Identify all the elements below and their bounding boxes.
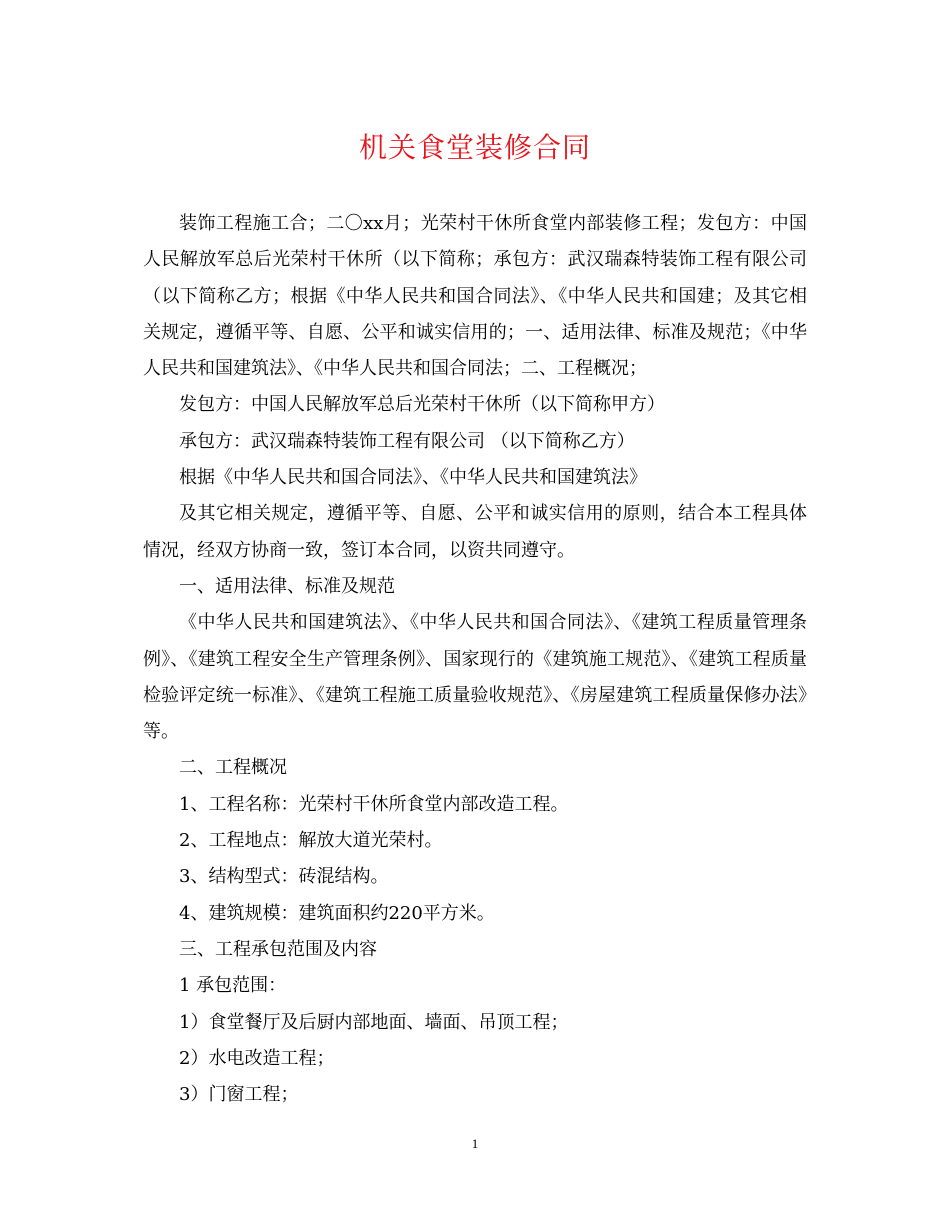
section-heading-laws: 一、适用法律、标准及规范: [179, 575, 395, 597]
section-heading-scope: 三、工程承包范围及内容: [179, 938, 377, 960]
paragraph-principles: 及其它相关规定，遵循平等、自愿、公平和诚实信用的原则，结合本工程具体情况，经双方协商一致，签订本合同，以资共同遵守。: [143, 503, 807, 561]
subheading-scope: 1 承包范围：: [179, 975, 287, 997]
document-title: 机关食堂装修合同: [358, 131, 591, 164]
list-item-building-scale: 4、建筑规模：建筑面积约220平方米。: [179, 902, 495, 924]
list-item-scope-floor-wall-ceiling: 1）食堂餐厅及后厨内部地面、墙面、吊顶工程；: [179, 1011, 569, 1033]
list-item-scope-water-electric: 2）水电改造工程；: [179, 1047, 335, 1069]
list-item-scope-doors-windows: 3）门窗工程；: [179, 1084, 299, 1106]
paragraph-laws-list: 《中华人民共和国建筑法》、《中华人民共和国合同法》、《建筑工程质量管理条例》、《建筑工程安全生产管理条例》、国家现行的《建筑施工规范》、《建筑工程质量检验评定统一标准》、《建筑工程施工质量验收规范》、《房屋建筑工程质量保修办法》等。: [143, 612, 807, 743]
paragraph-legal-basis: 根据《中华人民共和国合同法》、《中华人民共和国建筑法》: [179, 467, 647, 489]
list-item-project-location: 2、工程地点：解放大道光荣村。: [179, 830, 443, 852]
document-body: [143, 206, 807, 1113]
page-number: 1: [471, 1136, 479, 1151]
section-heading-overview: 二、工程概况: [179, 757, 287, 779]
paragraph-intro-summary: 装饰工程施工合；二〇xx月；光荣村干休所食堂内部装修工程；发包方：中国人民解放军总后光荣村干休所（以下简称；承包方：武汉瑞森特装饰工程有限公司（以下简称乙方；根据《中华人民共和国合同法》、《中华人民共和国建；及其它相关规定，遵循平等、自愿、公平和诚实信用的；一、适用法律、标准及规范；《中华人民共和国建筑法》、《中华人民共和国合同法；二、工程概况；: [143, 213, 807, 380]
list-item-structure-type: 3、结构型式：砖混结构。: [179, 866, 389, 888]
paragraph-contractor: 承包方：武汉瑞森特装饰工程有限公司 （以下简称乙方）: [179, 430, 635, 452]
paragraph-employer: 发包方：中国人民解放军总后光荣村干休所（以下简称甲方）: [179, 394, 665, 416]
list-item-project-name: 1、工程名称：光荣村干休所食堂内部改造工程。: [179, 793, 569, 815]
